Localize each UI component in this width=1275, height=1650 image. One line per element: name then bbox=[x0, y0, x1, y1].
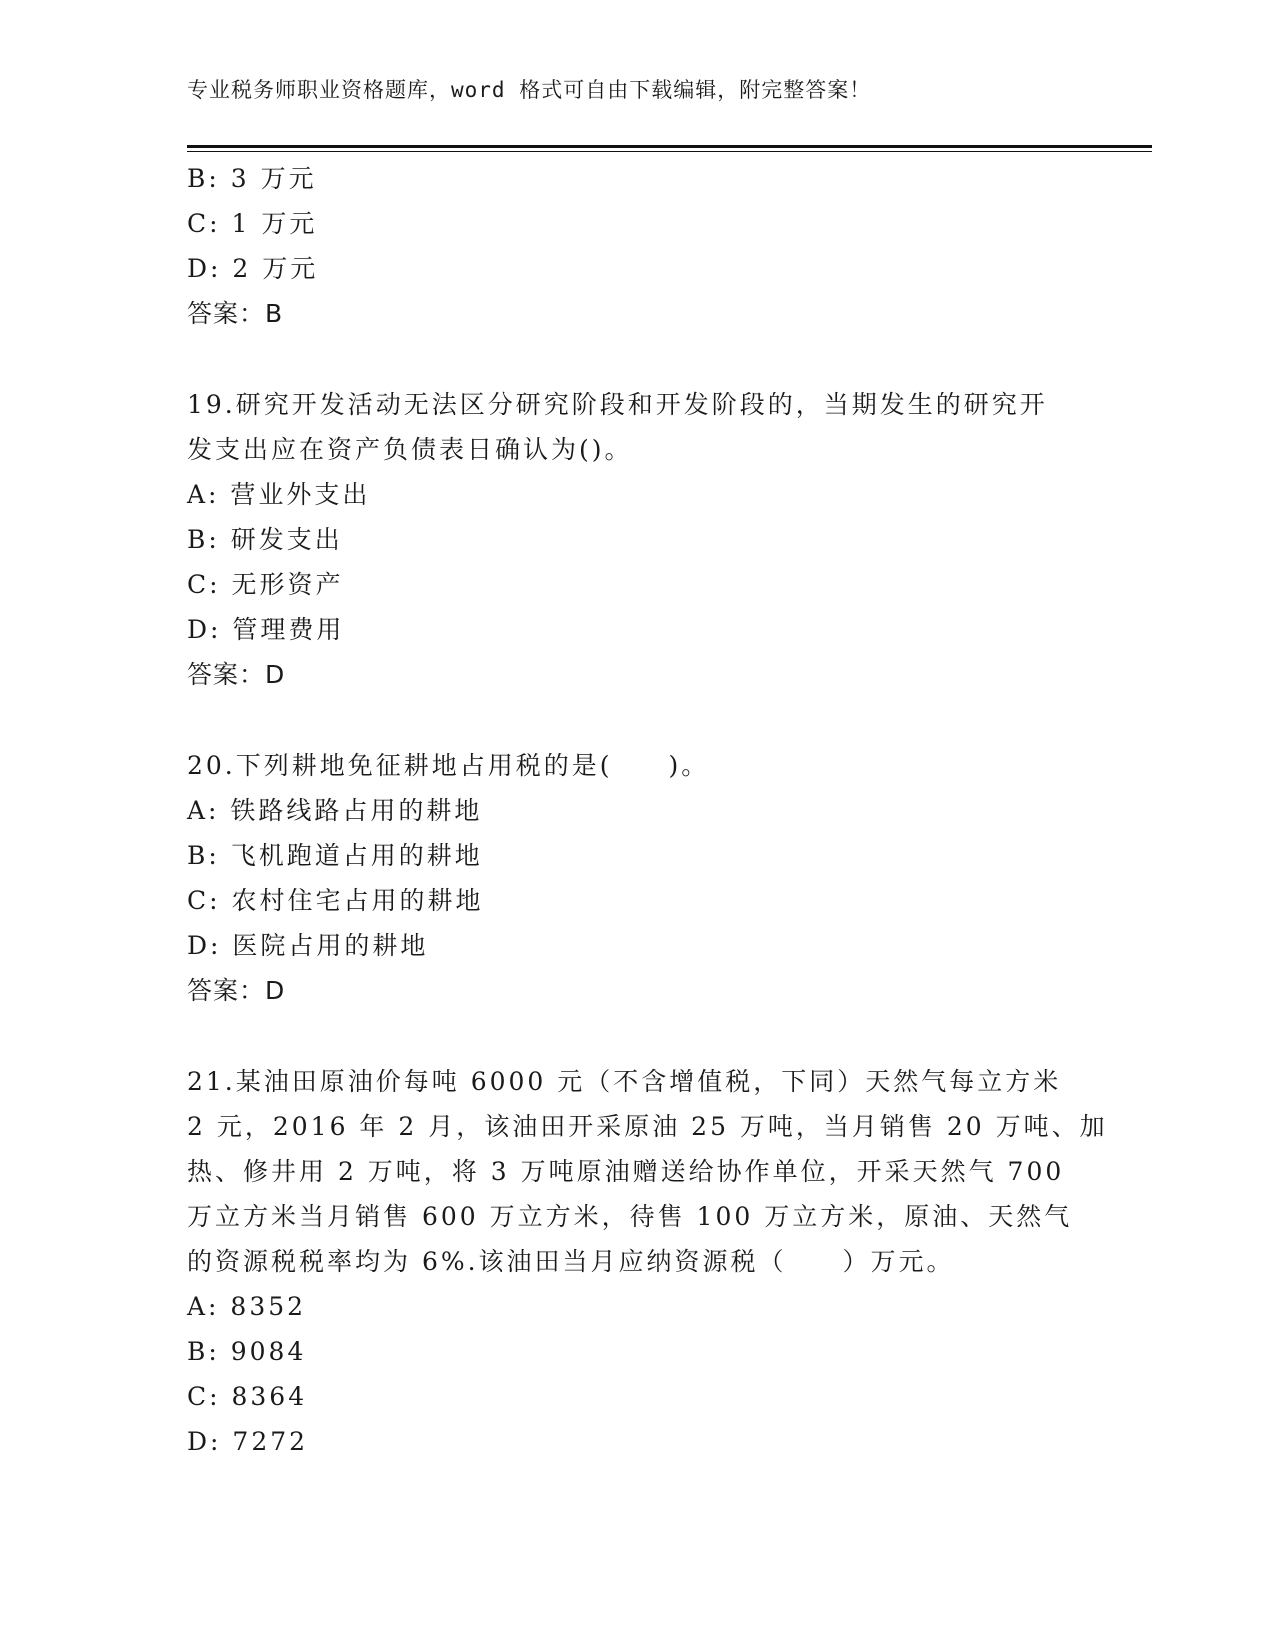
q19-option-b: B: 研发支出 bbox=[187, 525, 343, 554]
q20-option-a: A: 铁路线路占用的耕地 bbox=[187, 796, 483, 825]
page-header: 专业税务师职业资格题库，word 格式可自由下载编辑，附完整答案！ bbox=[187, 78, 872, 102]
q20-option-d: D: 医院占用的耕地 bbox=[187, 931, 429, 960]
header-rule-thick bbox=[187, 145, 1152, 148]
q21-stem-line3: 热、修井用 2 万吨，将 3 万吨原油赠送给协作单位，开采天然气 700 bbox=[187, 1157, 1065, 1186]
q18-option-b: B: 3 万元 bbox=[187, 164, 317, 193]
header-rule-thin bbox=[187, 151, 1152, 152]
q21-stem-line1: 21.某油田原油价每吨 6000 元（不含增值税，下同）天然气每立方米 bbox=[187, 1067, 1062, 1096]
q19-answer: 答案：D bbox=[187, 660, 286, 689]
q19-option-c: C: 无形资产 bbox=[187, 570, 344, 599]
q18-answer: 答案：B bbox=[187, 299, 284, 328]
q18-option-c: C: 1 万元 bbox=[187, 209, 318, 238]
q21-stem-line2: 2 元，2016 年 2 月，该油田开采原油 25 万吨，当月销售 20 万吨、加 bbox=[187, 1112, 1108, 1141]
q21-option-a: A: 8352 bbox=[187, 1292, 307, 1321]
q19-option-d: D: 管理费用 bbox=[187, 615, 345, 644]
q21-stem-line5: 的资源税税率均为 6%.该油田当月应纳资源税（ ）万元。 bbox=[187, 1247, 955, 1276]
q19-option-a: A: 营业外支出 bbox=[187, 480, 371, 509]
q21-option-b: B: 9084 bbox=[187, 1337, 307, 1366]
q20-stem-line1: 20.下列耕地免征耕地占用税的是( )。 bbox=[187, 751, 710, 780]
q21-stem-line4: 万立方米当月销售 600 万立方米，待售 100 万立方米，原油、天然气 bbox=[187, 1202, 1073, 1231]
q21-option-c: C: 8364 bbox=[187, 1382, 308, 1411]
q19-stem-line1: 19.研究开发活动无法区分研究阶段和开发阶段的，当期发生的研究开 bbox=[187, 390, 1048, 419]
q20-option-c: C: 农村住宅占用的耕地 bbox=[187, 886, 484, 915]
q21-option-d: D: 7272 bbox=[187, 1427, 309, 1456]
q18-option-d: D: 2 万元 bbox=[187, 254, 319, 283]
q19-stem-line2: 发支出应在资产负债表日确认为()。 bbox=[187, 435, 633, 464]
q20-answer: 答案：D bbox=[187, 976, 286, 1005]
q20-option-b: B: 飞机跑道占用的耕地 bbox=[187, 841, 483, 870]
